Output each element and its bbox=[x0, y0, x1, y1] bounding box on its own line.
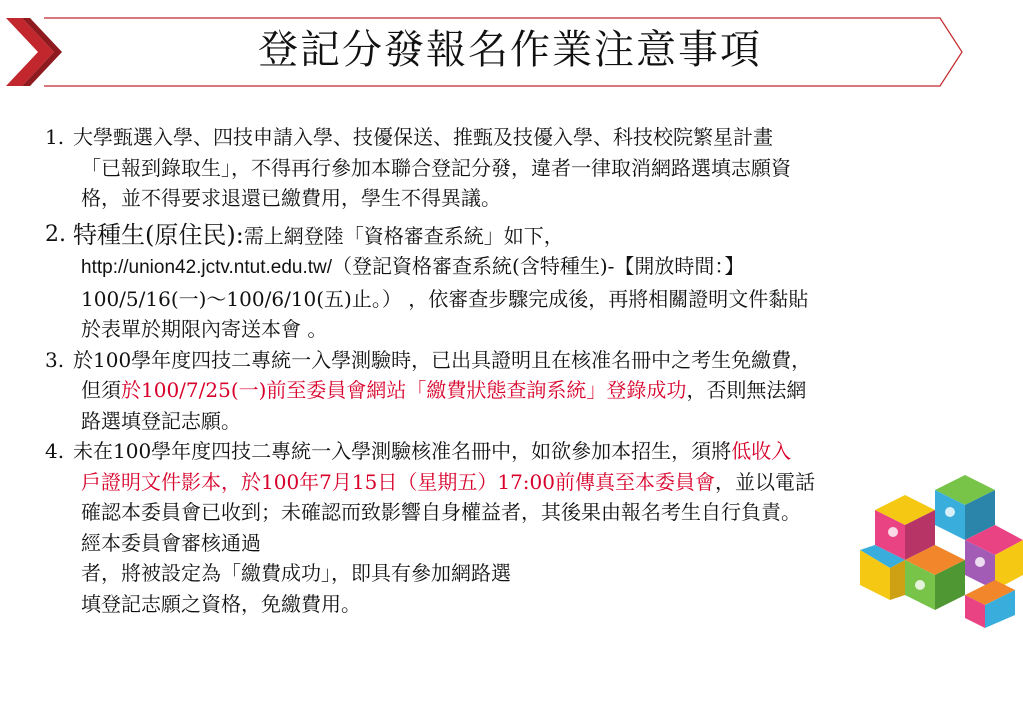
notice-item-4 bbox=[45, 436, 985, 619]
highlight-text: 低收入 bbox=[731, 439, 792, 463]
item-4-line-4: 經本委員會審核通過 bbox=[81, 530, 261, 555]
notice-item-2 bbox=[45, 220, 985, 345]
item-2-line-4: 於表單於期限內寄送本會 。 bbox=[81, 317, 328, 341]
item-4-line-3: 確認本委員會已收到；未確認而致影響自身權益者，其後果由報名考生自行負責。 bbox=[81, 500, 801, 524]
item-number: 4. bbox=[45, 439, 65, 463]
colorful-cubes-illustration bbox=[855, 450, 1023, 630]
url-link[interactable]: http://union42.jctv.ntut.edu.tw/ bbox=[81, 257, 333, 278]
item-3-line-3: 路選填登記志願。 bbox=[81, 408, 241, 433]
item-number: 3. bbox=[45, 347, 65, 372]
item-2-line-1: 特種生(原住民):需上網登陸「資格審查系統」如下， bbox=[73, 220, 564, 249]
item-3-line-1: 於100學年度四技二專統一入學測驗時，已出具證明且在核准名冊中之考生免繳費， bbox=[73, 347, 812, 372]
chevron-red-icon bbox=[6, 18, 54, 86]
item-1-line-3: 格，並不得要求退還已繳費用，學生不得異議。 bbox=[81, 186, 501, 210]
page-title: 登記分發報名作業注意事項 bbox=[258, 27, 762, 73]
item-4-line-2: 戶證明文件影本，於100年7月15日（星期五）17:00前傳真至本委員會，並以電話 bbox=[81, 469, 815, 494]
notice-list bbox=[45, 122, 985, 619]
item-2-line-3: 100/5/16(一)～100/6/10(五)止。） ，依審查步驟完成後，再將相關證明文件黏貼 bbox=[81, 286, 809, 311]
item-4-line-6: 填登記志願之資格，免繳費用。 bbox=[81, 591, 361, 616]
item-2-heading: 特種生(原住民): bbox=[73, 220, 244, 249]
item-1-line-1: 大學甄選入學、四技申請入學、技優保送、推甄及技優入學、科技校院繁星計畫 bbox=[73, 125, 773, 149]
highlight-text: 於100/7/25(一)前至委員會網站「繳費狀態查詢系統」登錄成功 bbox=[121, 378, 687, 402]
highlight-text: 戶證明文件影本，於100年7月15日（星期五）17:00前傳真至本委員會 bbox=[81, 469, 715, 494]
item-number: 1. bbox=[45, 125, 65, 149]
notice-item-1 bbox=[45, 122, 985, 214]
item-number: 2. bbox=[45, 221, 66, 247]
item-4-line-5: 者，將被設定為「繳費成功」，即具有參加網路選 bbox=[81, 561, 511, 585]
item-4-line-1: 未在100學年度四技二專統一入學測驗核准名冊中，如欲參加本招生，須將低收入 bbox=[73, 439, 792, 463]
notice-item-3 bbox=[45, 345, 985, 437]
item-3-line-2: 但須於100/7/25(一)前至委員會網站「繳費狀態查詢系統」登錄成功，否則無法網 bbox=[81, 378, 807, 402]
item-1-line-2: 「已報到錄取生」，不得再行參加本聯合登記分發，違者一律取消網路選填志願資 bbox=[81, 155, 791, 180]
title-bar bbox=[0, 0, 1023, 100]
item-2-line-2: http://union42.jctv.ntut.edu.tw/（登記資格審查系統(含特種生)-【開放時間：】 bbox=[81, 254, 745, 278]
